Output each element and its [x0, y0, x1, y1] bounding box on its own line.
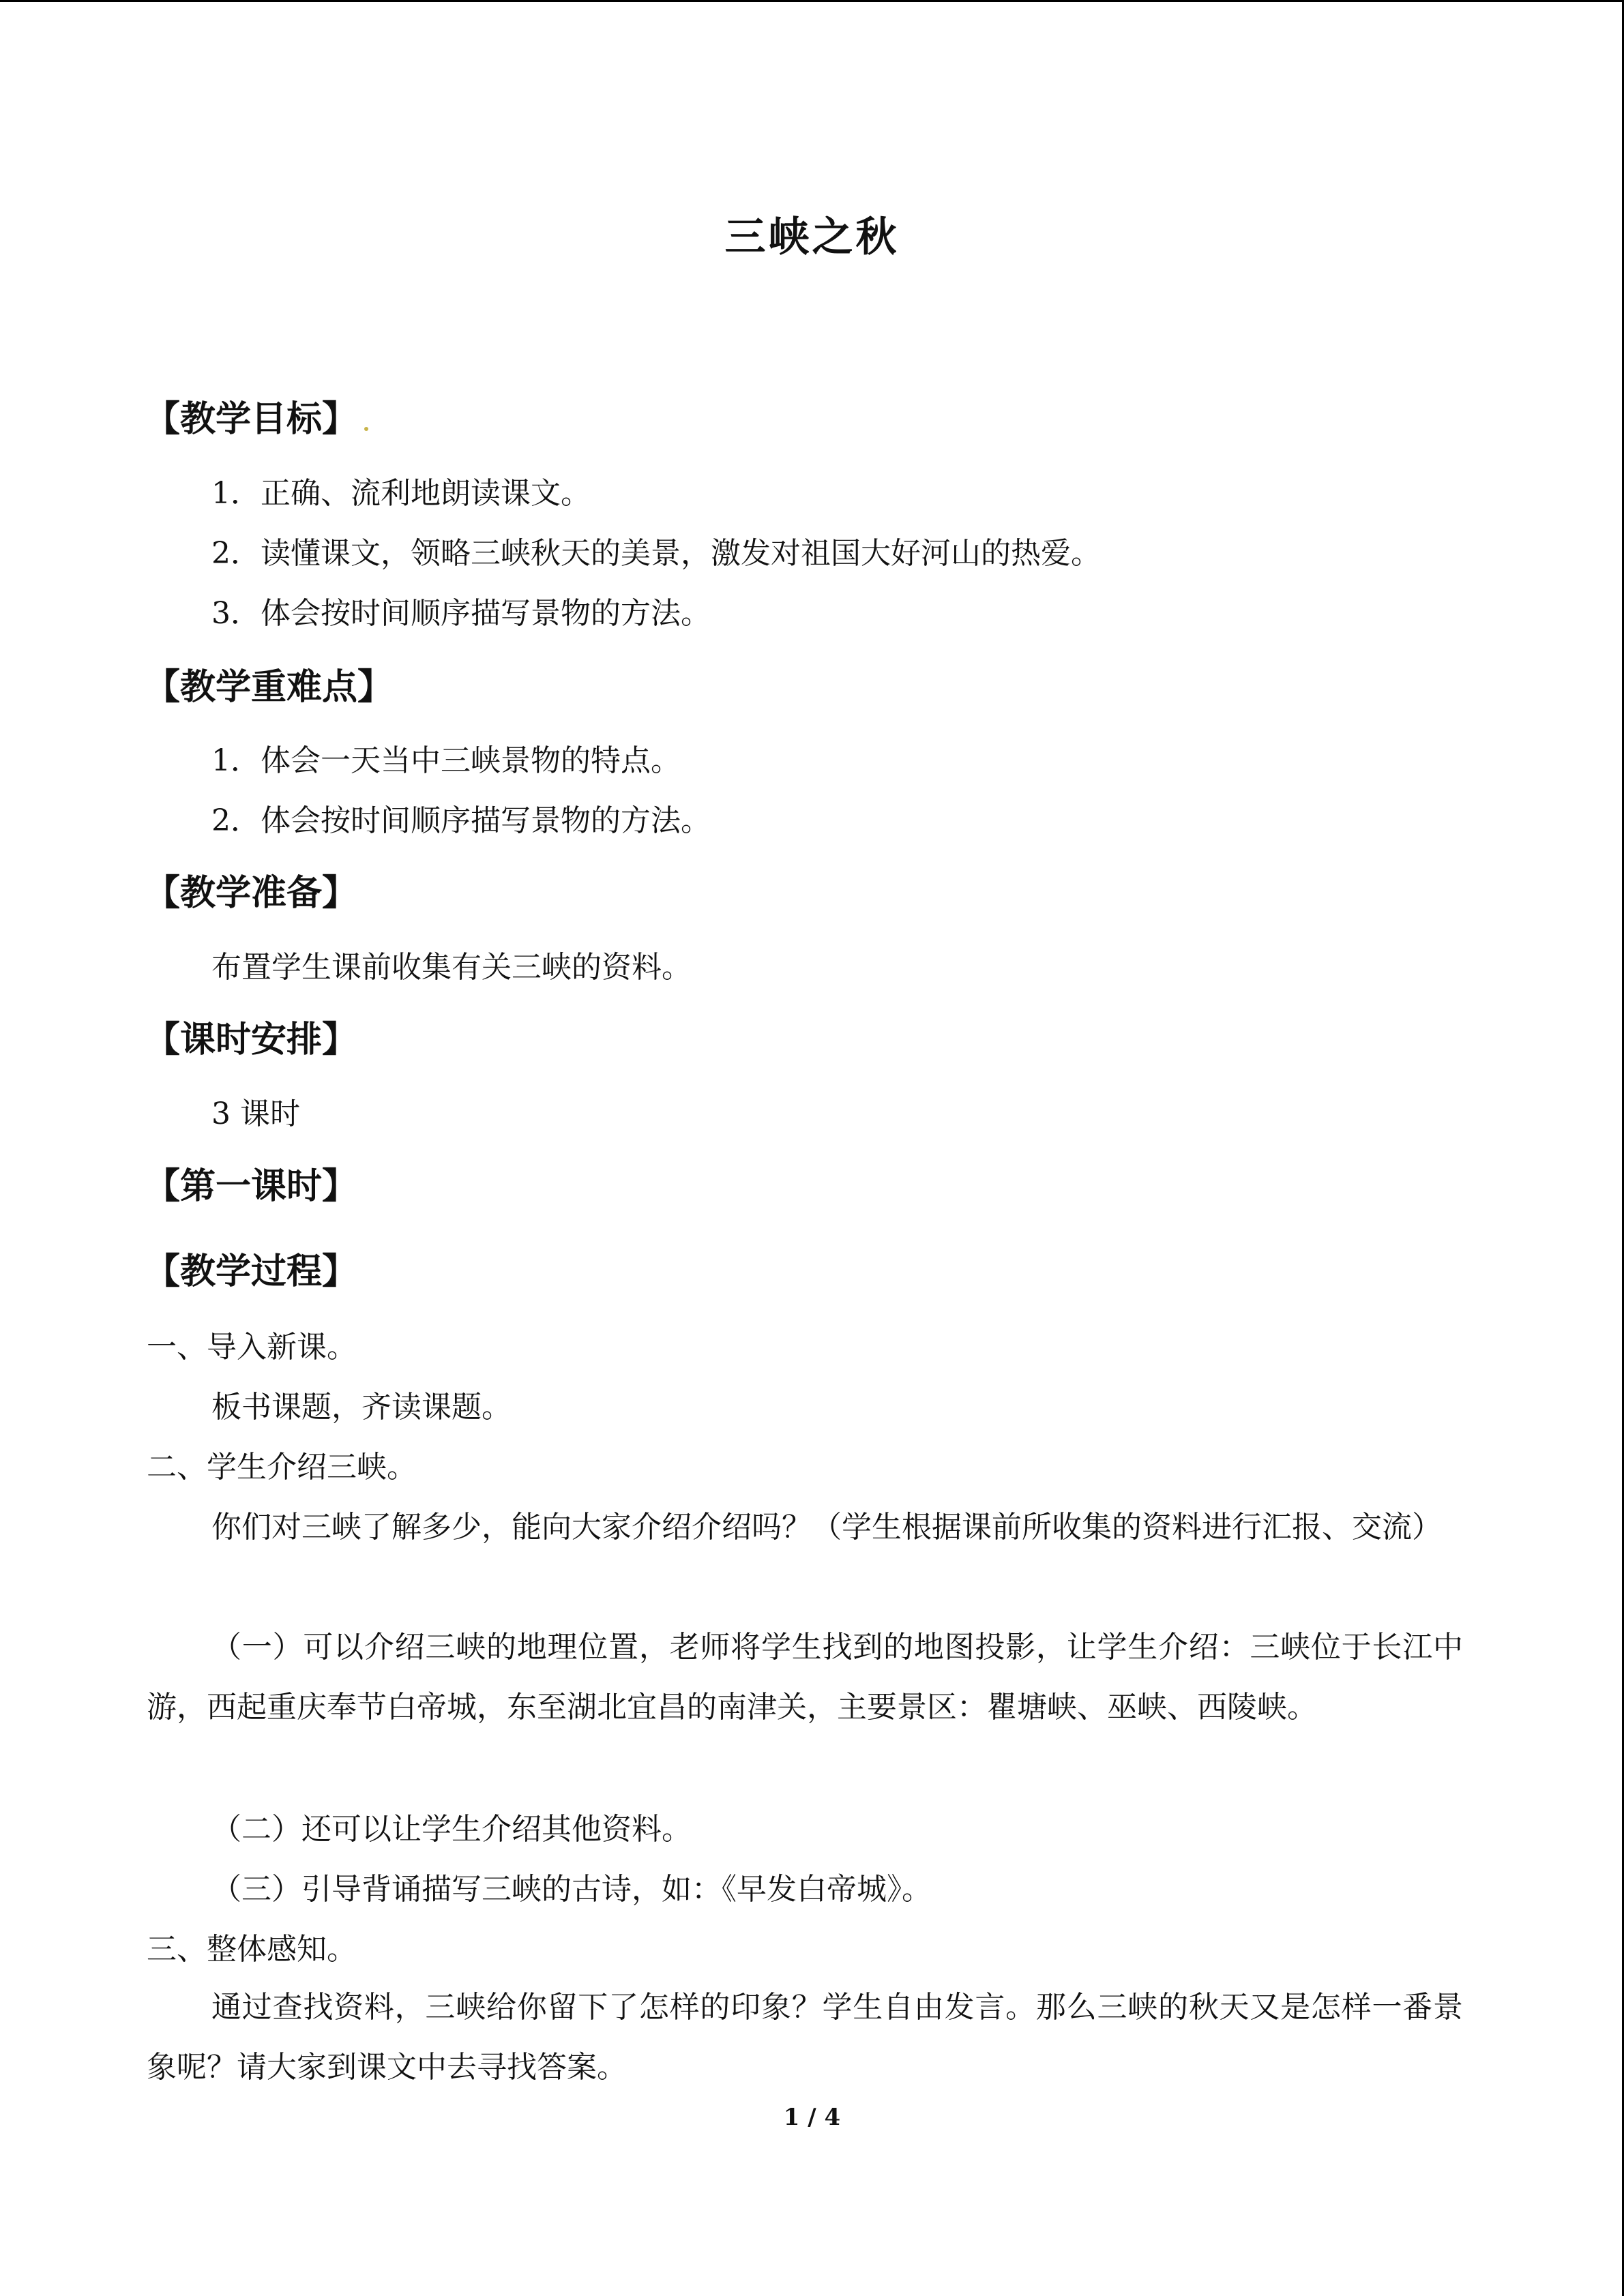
goal-item-1: 1．正确、流利地朗读课文。 — [211, 476, 591, 511]
document-title: 三峡之秋 — [724, 213, 900, 261]
process-step-3: 三、整体感知。 — [147, 1932, 357, 1967]
heading-preparation: 【教学准备】 — [145, 873, 358, 914]
goal-item-3: 3．体会按时间顺序描写景物的方法。 — [211, 596, 711, 631]
heading-teaching-process: 【教学过程】 — [145, 1251, 358, 1292]
goal-item-2: 2．读懂课文，领略三峡秋天的美景，激发对祖国大好河山的热爱。 — [211, 536, 1101, 571]
heading-teaching-goals — [145, 390, 368, 441]
page-top-border — [0, 0, 1624, 2]
process-step-3-text: 通过查找资料，三峡给你留下了怎样的印象？学生自由发言。那么三峡的秋天又是怎样一番景象呢？请大家到课文中去寻找答案。 — [147, 1990, 1463, 2085]
heading-teaching-goals-text: 【教学目标】 — [145, 399, 358, 440]
process-step-2: 二、学生介绍三峡。 — [147, 1450, 417, 1485]
heading-first-lesson: 【第一课时】 — [145, 1166, 358, 1207]
heading-key-points: 【教学重难点】 — [145, 667, 394, 708]
preparation-text: 布置学生课前收集有关三峡的资料。 — [211, 950, 692, 985]
annotation-dot — [364, 427, 368, 431]
process-step-1-text: 板书课题，齐读课题。 — [211, 1390, 512, 1425]
heading-schedule: 【课时安排】 — [145, 1019, 358, 1060]
schedule-text: 3 课时 — [211, 1097, 300, 1131]
key-point-item-1: 1．体会一天当中三峡景物的特点。 — [211, 743, 681, 778]
process-step-1: 一、导入新课。 — [147, 1330, 357, 1365]
process-step-2-sub-2: （二）还可以让学生介绍其他资料。 — [211, 1812, 692, 1847]
page-number: 1 / 4 — [783, 2104, 841, 2131]
process-step-2-text: 你们对三峡了解多少，能向大家介绍介绍吗？（学生根据课前所收集的资料进行汇报、交流） — [211, 1510, 1442, 1545]
process-step-2-sub-1: （一）可以介绍三峡的地理位置，老师将学生找到的地图投影，让学生介绍：三峡位于长江中游，西起重庆奉节白帝城，东至湖北宜昌的南津关，主要景区：瞿塘峡、巫峡、西陵峡。 — [147, 1630, 1463, 1725]
process-step-2-sub-3: （三）引导背诵描写三峡的古诗，如：《早发白帝城》。 — [211, 1872, 932, 1907]
key-point-item-2: 2．体会按时间顺序描写景物的方法。 — [211, 803, 711, 838]
